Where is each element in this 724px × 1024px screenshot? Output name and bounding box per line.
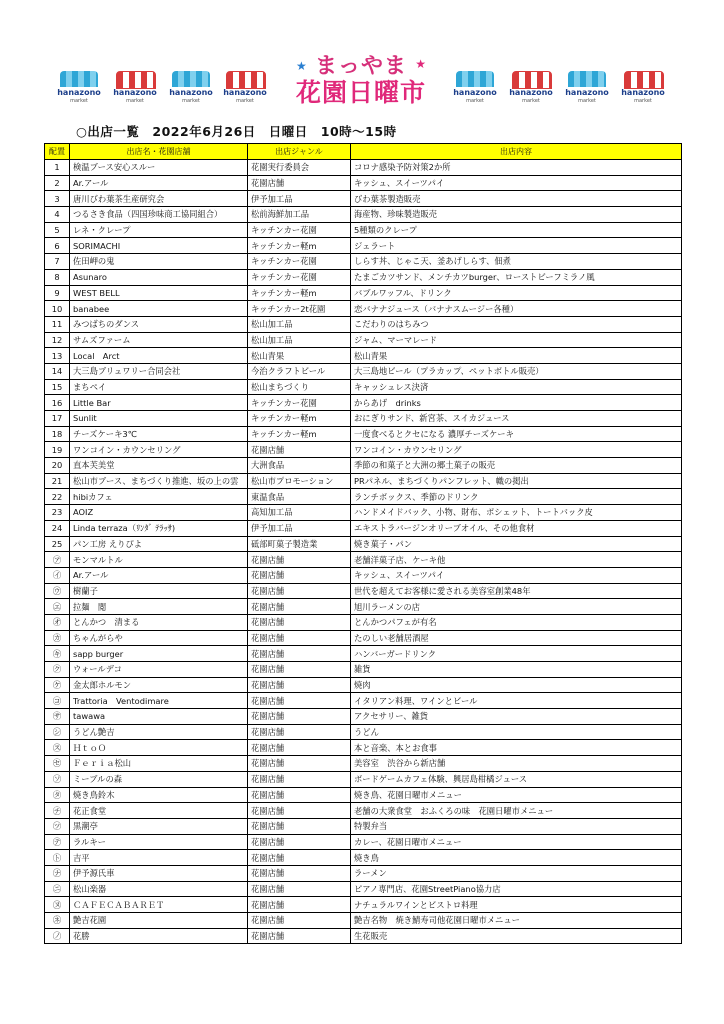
cell-content: しらす丼、じゃこ天、釜あげしらす、佃煮 [351, 254, 682, 270]
cell-content: 焼き菓子・パン [351, 536, 682, 552]
cell-content: ジャム、マーマレード [351, 332, 682, 348]
table-row [45, 630, 682, 646]
cell-vendor: WEST BELL [70, 285, 248, 301]
cell-position: ㋚ [45, 709, 70, 725]
table-row [45, 771, 682, 787]
title-line2: 花園日曜市 [295, 78, 426, 107]
cell-genre: 花園店舗 [248, 677, 351, 693]
cell-vendor: hibiカフェ [70, 489, 248, 505]
cell-genre: 松山市プロモーション [248, 473, 351, 489]
cell-position: ㋞ [45, 771, 70, 787]
cell-vendor: Trattoria Ventodimare [70, 693, 248, 709]
cell-content: カレー、花園日曜市メニュー [351, 834, 682, 850]
cell-genre: 花園店舗 [248, 913, 351, 929]
cell-content: たのしい老舗居酒屋 [351, 630, 682, 646]
awning-icon [172, 71, 210, 87]
cell-genre: 花園店舗 [248, 787, 351, 803]
table-row [45, 348, 682, 364]
cell-content: キャッシュレス決済 [351, 379, 682, 395]
cell-content: バブルワッフル、ドリンク [351, 285, 682, 301]
cell-position: ㋢ [45, 834, 70, 850]
cell-content: びわ葉茶製造販売 [351, 191, 682, 207]
table-row [45, 818, 682, 834]
cell-position: ㋛ [45, 724, 70, 740]
cell-content: からあげ drinks [351, 395, 682, 411]
cell-vendor: Ar.アール [70, 175, 248, 191]
cell-position: ㋘ [45, 677, 70, 693]
cell-genre: 松山加工品 [248, 332, 351, 348]
cell-position: 25 [45, 536, 70, 552]
cell-vendor: モンマルトル [70, 552, 248, 568]
cell-position: 6 [45, 238, 70, 254]
logo-word: hanazono [169, 88, 213, 97]
cell-genre: 伊予加工品 [248, 520, 351, 536]
star-icon: ★ [296, 59, 307, 73]
table-row [45, 269, 682, 285]
cell-position: 1 [45, 160, 70, 176]
cell-vendor: ちゃんがらや [70, 630, 248, 646]
cell-content: 特製弁当 [351, 818, 682, 834]
logo-word: hanazono [113, 88, 157, 97]
table-header-row [45, 144, 682, 160]
table-body [45, 160, 682, 944]
table-row [45, 834, 682, 850]
cell-genre: キッチンカー軽m [248, 238, 351, 254]
cell-genre: 花園店舗 [248, 850, 351, 866]
cell-content: キッシュ、スイーツパイ [351, 175, 682, 191]
table-row [45, 285, 682, 301]
cell-vendor: 花正食堂 [70, 803, 248, 819]
cell-position: 17 [45, 411, 70, 427]
col-header-content: 出店内容 [351, 144, 682, 160]
table-row [45, 160, 682, 176]
table-row [45, 411, 682, 427]
star-icon: ★ [415, 57, 426, 71]
cell-content: PRパネル、まちづくりパンフレット、幟の掲出 [351, 473, 682, 489]
cell-content: 世代を超えてお客様に愛される美容室創業48年 [351, 583, 682, 599]
cell-vendor: 松山楽器 [70, 881, 248, 897]
cell-vendor: Asunaro [70, 269, 248, 285]
cell-content: 雑貨 [351, 662, 682, 678]
table-row [45, 881, 682, 897]
table-row [45, 662, 682, 678]
cell-genre: 花園店舗 [248, 756, 351, 772]
cell-vendor: Linda terraza（ﾘﾝﾀﾞ ﾃﾗｯｻ) [70, 520, 248, 536]
vendor-table [44, 143, 682, 944]
table-row [45, 222, 682, 238]
cell-vendor: チーズケーキ3℃ [70, 426, 248, 442]
cell-vendor: 樹蘭子 [70, 583, 248, 599]
table-row [45, 709, 682, 725]
cell-genre: 伊予加工品 [248, 191, 351, 207]
cell-position: 23 [45, 505, 70, 521]
cell-vendor: パン工房 えりぴよ [70, 536, 248, 552]
cell-genre: 花園店舗 [248, 693, 351, 709]
cell-position: 14 [45, 363, 70, 379]
table-row [45, 865, 682, 881]
logo-sub: market [236, 98, 254, 104]
cell-position: ㋓ [45, 599, 70, 615]
table-row [45, 175, 682, 191]
cell-genre: 花園店舗 [248, 771, 351, 787]
cell-position: 2 [45, 175, 70, 191]
cell-genre: 大洲食品 [248, 458, 351, 474]
cell-content: 美容室 渋谷から新店舗 [351, 756, 682, 772]
cell-content: 季節の和菓子と大洲の郷土菓子の販売 [351, 458, 682, 474]
cell-vendor: Local Arct [70, 348, 248, 364]
cell-content: ボードゲームカフェ体験、興居島柑橘ジュース [351, 771, 682, 787]
cell-genre: 花園店舗 [248, 709, 351, 725]
cell-position: ㋨ [45, 928, 70, 944]
awning-icon [568, 71, 606, 87]
cell-genre: キッチンカー軽m [248, 285, 351, 301]
table-row [45, 787, 682, 803]
logo-word: hanazono [223, 88, 267, 97]
cell-position: 11 [45, 316, 70, 332]
logo-word: hanazono [621, 88, 665, 97]
cell-vendor: うどん艶吉 [70, 724, 248, 740]
cell-vendor: tawawa [70, 709, 248, 725]
cell-vendor: 唐川びわ葉茶生産研究会 [70, 191, 248, 207]
cell-vendor: 直本芙美堂 [70, 458, 248, 474]
cell-content: ピアノ専門店、花園StreetPiano協力店 [351, 881, 682, 897]
table-row [45, 238, 682, 254]
cell-content: とんかつパフェが有名 [351, 614, 682, 630]
hanazono-market-logo [446, 71, 504, 109]
table-row [45, 505, 682, 521]
cell-content: 本と音楽、本とお食事 [351, 740, 682, 756]
cell-position: 5 [45, 222, 70, 238]
cell-content: おにぎりサンド、新宮茶、スイカジュース [351, 411, 682, 427]
event-title-logo [294, 55, 428, 111]
col-header-position: 配置 [45, 144, 70, 160]
cell-position: ㋤ [45, 865, 70, 881]
cell-genre: 花園店舗 [248, 614, 351, 630]
cell-genre: 今治クラフトビール [248, 363, 351, 379]
cell-content: 5種類のクレープ [351, 222, 682, 238]
cell-position: ㋥ [45, 881, 70, 897]
cell-position: 13 [45, 348, 70, 364]
hanazono-market-logo [50, 71, 108, 109]
awning-icon [116, 71, 156, 89]
hanazono-market-logo [558, 71, 616, 109]
table-row [45, 724, 682, 740]
table-row [45, 567, 682, 583]
cell-position: 21 [45, 473, 70, 489]
table-row [45, 913, 682, 929]
table-row [45, 520, 682, 536]
cell-vendor: ＨｔｏＯ [70, 740, 248, 756]
cell-vendor: 佐田岬の鬼 [70, 254, 248, 270]
cell-position: ㋔ [45, 614, 70, 630]
page-title: ○出店一覧 2022年6月26日 日曜日 10時～15時 [76, 124, 397, 139]
cell-position: ㋒ [45, 583, 70, 599]
cell-position: ㋟ [45, 787, 70, 803]
cell-vendor: 焼き鳥鈴木 [70, 787, 248, 803]
cell-content: こだわりのはちみつ [351, 316, 682, 332]
cell-vendor: ラルキー [70, 834, 248, 850]
cell-position: 16 [45, 395, 70, 411]
cell-position: 8 [45, 269, 70, 285]
cell-content: 艶吉名物 焼き鯖寿司他花園日曜市メニュー [351, 913, 682, 929]
cell-content: 焼き鳥 [351, 850, 682, 866]
cell-position: ㋜ [45, 740, 70, 756]
cell-content: 大三島地ビール（プラカップ、ペットボトル販売） [351, 363, 682, 379]
cell-genre: キッチンカー2t花園 [248, 301, 351, 317]
cell-content: エキストラバージンオリーブオイル、その他食材 [351, 520, 682, 536]
table-row [45, 489, 682, 505]
cell-position: 10 [45, 301, 70, 317]
table-row [45, 426, 682, 442]
cell-vendor: SORIMACHI [70, 238, 248, 254]
table-row [45, 803, 682, 819]
cell-content: ハンドメイドバック、小物、財布、ポシェット、トートバック皮 [351, 505, 682, 521]
cell-position: ㋑ [45, 567, 70, 583]
cell-vendor: まちペイ [70, 379, 248, 395]
hanazono-market-logo [614, 71, 672, 109]
cell-genre: 花園店舗 [248, 724, 351, 740]
cell-position: 3 [45, 191, 70, 207]
cell-content: 海産物、珍味製造販売 [351, 207, 682, 223]
table-row [45, 332, 682, 348]
table-row [45, 850, 682, 866]
table-row [45, 379, 682, 395]
cell-vendor: レネ・クレープ [70, 222, 248, 238]
cell-genre: 花園店舗 [248, 740, 351, 756]
cell-genre: 花園店舗 [248, 175, 351, 191]
table-row [45, 316, 682, 332]
cell-vendor: サムズファーム [70, 332, 248, 348]
cell-genre: 花園店舗 [248, 583, 351, 599]
logo-sub: market [522, 98, 540, 104]
cell-vendor: 検温ブース安心スルー [70, 160, 248, 176]
cell-position: 12 [45, 332, 70, 348]
table-row [45, 599, 682, 615]
cell-vendor: Ar.アール [70, 567, 248, 583]
cell-vendor: とんかつ 清まる [70, 614, 248, 630]
cell-vendor: 大三島ブリュワリー合同会社 [70, 363, 248, 379]
logo-word: hanazono [509, 88, 553, 97]
table-row [45, 740, 682, 756]
table-row [45, 301, 682, 317]
cell-content: 一度食べるとクセになる 濃厚チーズケーキ [351, 426, 682, 442]
cell-genre: 花園店舗 [248, 928, 351, 944]
logo-word: hanazono [453, 88, 497, 97]
cell-content: ワンコイン・カウンセリング [351, 442, 682, 458]
cell-genre: 松前海鮮加工品 [248, 207, 351, 223]
table-row [45, 191, 682, 207]
cell-content: うどん [351, 724, 682, 740]
cell-genre: キッチンカー花園 [248, 254, 351, 270]
cell-content: 老舗の大衆食堂 おふくろの味 花園日曜市メニュー [351, 803, 682, 819]
cell-genre: 花園店舗 [248, 897, 351, 913]
cell-vendor: 吉平 [70, 850, 248, 866]
cell-position: 15 [45, 379, 70, 395]
cell-vendor: sapp burger [70, 646, 248, 662]
title-line1: まっやま [314, 54, 407, 79]
table-row [45, 363, 682, 379]
table-row [45, 395, 682, 411]
cell-vendor: つるさき食品（四国珍味商工協同組合） [70, 207, 248, 223]
cell-position: ㋧ [45, 913, 70, 929]
cell-content: ラーメン [351, 865, 682, 881]
table-row [45, 207, 682, 223]
cell-position: ㋖ [45, 646, 70, 662]
table-row [45, 536, 682, 552]
cell-genre: キッチンカー花園 [248, 269, 351, 285]
cell-vendor: ウォールデコ [70, 662, 248, 678]
cell-vendor: みつばちのダンス [70, 316, 248, 332]
cell-content: キッシュ、スイーツパイ [351, 567, 682, 583]
cell-vendor: ミーブルの森 [70, 771, 248, 787]
cell-genre: 花園店舗 [248, 803, 351, 819]
cell-genre: 花園店舗 [248, 834, 351, 850]
cell-genre: キッチンカー花園 [248, 222, 351, 238]
cell-content: イタリアン料理、ワインとビール [351, 693, 682, 709]
cell-vendor: AOIZ [70, 505, 248, 521]
table-row [45, 254, 682, 270]
cell-content: 老舗洋菓子店、ケーキ他 [351, 552, 682, 568]
table-row [45, 646, 682, 662]
awning-icon [60, 71, 98, 87]
table-row [45, 677, 682, 693]
cell-content: 焼き鳥、花園日曜市メニュー [351, 787, 682, 803]
logo-sub: market [466, 98, 484, 104]
cell-position: ㋙ [45, 693, 70, 709]
cell-position: ㋐ [45, 552, 70, 568]
cell-vendor: 松山市ブース、まちづくり推進、坂の上の雲 [70, 473, 248, 489]
cell-vendor: Little Bar [70, 395, 248, 411]
cell-genre: 花園店舗 [248, 881, 351, 897]
cell-genre: 花園店舗 [248, 567, 351, 583]
cell-genre: 花園店舗 [248, 662, 351, 678]
cell-position: 22 [45, 489, 70, 505]
cell-position: 18 [45, 426, 70, 442]
cell-genre: 花園店舗 [248, 630, 351, 646]
cell-position: 9 [45, 285, 70, 301]
cell-content: ナチュラルワインとビストロ料理 [351, 897, 682, 913]
table-row [45, 928, 682, 944]
cell-genre: 花園店舗 [248, 865, 351, 881]
cell-genre: 松山加工品 [248, 316, 351, 332]
cell-genre: キッチンカー軽m [248, 411, 351, 427]
table-row [45, 693, 682, 709]
cell-position: ㋦ [45, 897, 70, 913]
logo-sub: market [578, 98, 596, 104]
hanazono-market-logo [502, 71, 560, 109]
cell-position: 24 [45, 520, 70, 536]
cell-genre: 花園実行委員会 [248, 160, 351, 176]
cell-content: ハンバーガードリンク [351, 646, 682, 662]
cell-genre: 松山青果 [248, 348, 351, 364]
cell-vendor: banabee [70, 301, 248, 317]
cell-position: 19 [45, 442, 70, 458]
col-header-vendor: 出店名・花園店舗 [70, 144, 248, 160]
cell-position: ㋠ [45, 803, 70, 819]
col-header-genre: 出店ジャンル [248, 144, 351, 160]
cell-genre: 高知加工品 [248, 505, 351, 521]
cell-position: 7 [45, 254, 70, 270]
cell-genre: キッチンカー軽m [248, 426, 351, 442]
logo-sub: market [126, 98, 144, 104]
cell-genre: 松山まちづくり [248, 379, 351, 395]
cell-content: 焼肉 [351, 677, 682, 693]
cell-content: 松山青果 [351, 348, 682, 364]
cell-position: ㋡ [45, 818, 70, 834]
cell-genre: 東温食品 [248, 489, 351, 505]
hanazono-market-logo [216, 71, 274, 109]
cell-content: コロナ感染予防対策2か所 [351, 160, 682, 176]
cell-vendor: 艶吉花園 [70, 913, 248, 929]
table-row [45, 583, 682, 599]
cell-genre: 花園店舗 [248, 442, 351, 458]
cell-genre: 花園店舗 [248, 646, 351, 662]
cell-position: ㋕ [45, 630, 70, 646]
cell-content: ジェラート [351, 238, 682, 254]
awning-icon [512, 71, 552, 89]
cell-position: 20 [45, 458, 70, 474]
cell-vendor: 拉麺 閲 [70, 599, 248, 615]
cell-content: 生花販売 [351, 928, 682, 944]
cell-content: たまごカツサンド、メンチカツburger、ローストビーフミラノ風 [351, 269, 682, 285]
cell-vendor: Ｆｅｒｉａ松山 [70, 756, 248, 772]
cell-vendor: Sunlit [70, 411, 248, 427]
cell-position: ㋗ [45, 662, 70, 678]
hanazono-market-logo [162, 71, 220, 109]
logo-sub: market [634, 98, 652, 104]
cell-content: 旭川ラーメンの店 [351, 599, 682, 615]
cell-position: ㋝ [45, 756, 70, 772]
table-row [45, 458, 682, 474]
table-row [45, 552, 682, 568]
cell-genre: キッチンカー花園 [248, 395, 351, 411]
awning-icon [624, 71, 664, 89]
table-row [45, 756, 682, 772]
cell-vendor: ＣＡＦＥＣＡＢＡＲＥＴ [70, 897, 248, 913]
cell-vendor: 花勝 [70, 928, 248, 944]
table-row [45, 442, 682, 458]
logo-word: hanazono [57, 88, 101, 97]
table-row [45, 614, 682, 630]
cell-position: 4 [45, 207, 70, 223]
logo-word: hanazono [565, 88, 609, 97]
table-row [45, 473, 682, 489]
table-row [45, 897, 682, 913]
cell-genre: 花園店舗 [248, 599, 351, 615]
awning-icon [456, 71, 494, 87]
awning-icon [226, 71, 266, 89]
cell-content: ランチボックス、季節のドリンク [351, 489, 682, 505]
cell-content: 恋バナナジュース（バナナスムージー各種） [351, 301, 682, 317]
cell-position: ㋣ [45, 850, 70, 866]
cell-vendor: 伊予源氏車 [70, 865, 248, 881]
cell-content: アクセサリー、雑貨 [351, 709, 682, 725]
cell-vendor: 金太郎ホルモン [70, 677, 248, 693]
cell-vendor: 黒潮亭 [70, 818, 248, 834]
cell-genre: 花園店舗 [248, 552, 351, 568]
hanazono-market-logo [106, 71, 164, 109]
cell-genre: 砥部町菓子製造業 [248, 536, 351, 552]
cell-vendor: ワンコイン・カウンセリング [70, 442, 248, 458]
logo-sub: market [70, 98, 88, 104]
cell-genre: 花園店舗 [248, 818, 351, 834]
logo-sub: market [182, 98, 200, 104]
